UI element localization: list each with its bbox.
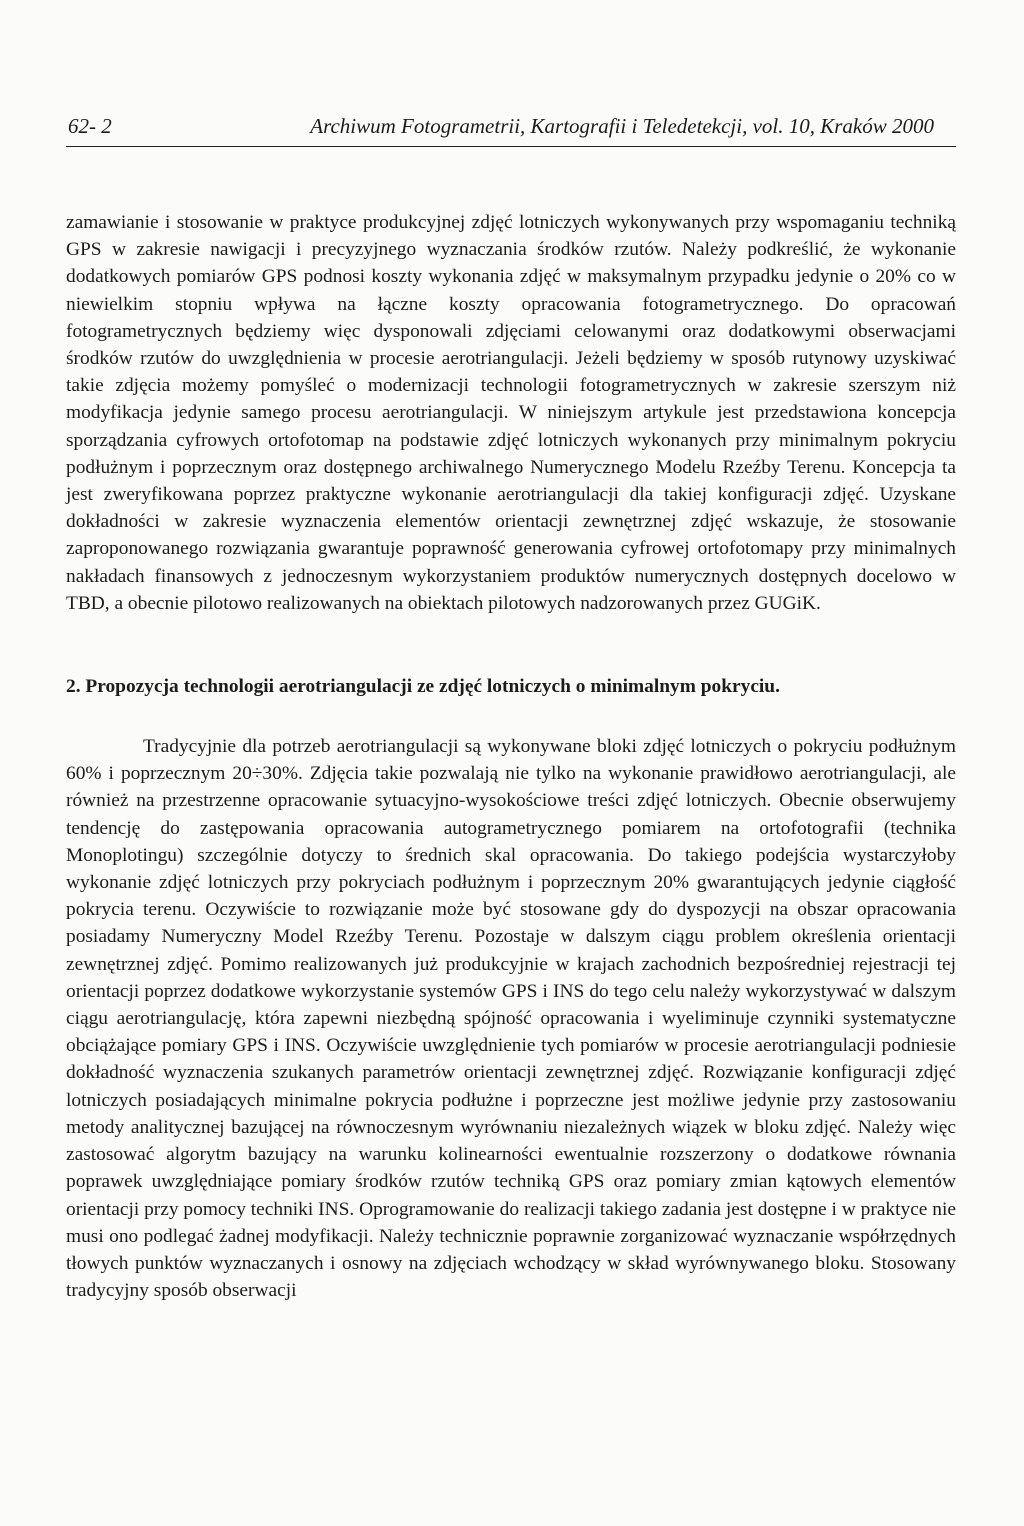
page-number: 62- 2 (68, 114, 112, 138)
body-paragraph-2: Tradycyjnie dla potrzeb aerotriangulacji są wykonywane bloki zdjęć lotniczych o pokryciu podłużnym 60% i poprzecznym 20÷30%. Zdjęcia takie pozwalają nie tylko na wykonanie prawidłowo aerotriangulacji, ale również na przestrzenne opracowanie sytuacyjno-wysokościowe treści zdjęć lotniczych. Obecnie obserwujemy tendencję do zastępowania opracowania autogrametrycznego pomiarem na ortofotografii (technika Monoplotingu) szczególnie dotyczy to średnich skal opracowania. Do takiego podejścia wystarczyłoby wykonanie zdjęć lotniczych przy pokryciach podłużnym i poprzecznym 20% gwarantujących jedynie ciągłość pokrycia terenu. Oczywiście to rozwiązanie może być stosowane gdy do dyspozycji na obszar opracowania posiadamy Numeryczny Model Rzeźby Terenu. Pozostaje w dalszym ciągu problem określenia orientacji zewnętrznej zdjęć. Pomimo realizowanych już produkcyjnie w krajach zachodnich bezpośredniej rejestracji tej orientacji poprzez dodatkowe wykorzystanie systemów GPS i INS do tego celu należy wykorzystywać w dalszym ciągu aerotriangulację, która zapewni niezbędną spójność opracowania i wyeliminuje czynniki systematyczne obciążające pomiary GPS i INS. Oczywiście uwzględnienie tych pomiarów w procesie aerotriangulacji podniesie dokładność wyznaczenia szukanych parametrów orientacji zewnętrznej zdjęć. Rozwiązanie konfiguracji zdjęć lotniczych posiadających minimalne pokrycia podłużne i poprzeczne jest możliwe jedynie przy zastosowaniu metody analitycznej bazującej na równoczesnym wyrównaniu niezależnych wiązek w bloku zdjęć. Należy więc zastosować algorytm bazujący na warunku kolinearności ewentualnie rozszerzony o dodatkowe równania poprawek uwzględniające pomiary środków rzutów techniką GPS oraz pomiary zmian kątowych elementów orientacji przy pomocy techniki INS. Oprogramowanie do realizacji takiego zadania jest dostępne i w praktyce nie musi ono podlegać żadnej modyfikacji. Należy technicznie poprawnie zorganizować wyznaczanie współrzędnych tłowych punktów wyznaczanych i osnowy na zdjęciach wchodzący w skład wyrównywanego bloku. Stosowany tradycyjny sposób obserwacji (66, 736, 956, 1302)
journal-citation: Archiwum Fotogrametrii, Kartografii i Teledetekcji, vol. 10, Kraków 2000 (310, 114, 934, 138)
section-heading: 2. Propozycja technologii aerotriangulacji ze zdjęć lotniczych o minimalnym pokryciu. (66, 676, 780, 698)
document-page (66, 112, 956, 1304)
running-header (66, 112, 956, 147)
body-paragraph-1: zamawianie i stosowanie w praktyce produkcyjnej zdjęć lotniczych wykonywanych przy wspomaganiu techniką GPS w zakresie nawigacji i precyzyjnego wyznaczania środków rzutów. Należy podkreślić, że wykonanie dodatkowych pomiarów GPS podnosi koszty wykonania zdjęć w maksymalnym przypadku jedynie o 20% co w niewielkim stopniu wpływa na łączne koszty opracowania fotogrametrycznego. Do opracowań fotogrametrycznych będziemy więc dysponowali zdjęciami celowanymi oraz dodatkowymi obserwacjami środków rzutów do uwzględnienia w procesie aerotriangulacji. Jeżeli będziemy w sposób rutynowy uzyskiwać takie zdjęcia możemy pomyśleć o modernizacji technologii fotogrametrycznych w zakresie szerszym niż modyfikacja jedynie samego procesu aerotriangulacji. W niniejszym artykule jest przedstawiona koncepcja sporządzania cyfrowych ortofotomap na podstawie zdjęć lotniczych wykonanych przy minimalnym pokryciu podłużnym i poprzecznym oraz dostępnego archiwalnego Numerycznego Modelu Rzeźby Terenu. Koncepcja ta jest zweryfikowana poprzez praktyczne wykonanie aerotriangulacji dla takiej konfiguracji zdjęć. Uzyskane dokładności w zakresie wyznaczenia elementów orientacji zewnętrznej zdjęć wskazuje, że stosowanie zaproponowanego rozwiązania gwarantuje poprawność generowania cyfrowej ortofotomapy przy minimalnych nakładach finansowych z jednoczesnym wykorzystaniem produktów numerycznych dostępnych docelowo w TBD, a obecnie pilotowo realizowanych na obiektach pilotowych nadzorowanych przez GUGiK. (66, 212, 956, 614)
